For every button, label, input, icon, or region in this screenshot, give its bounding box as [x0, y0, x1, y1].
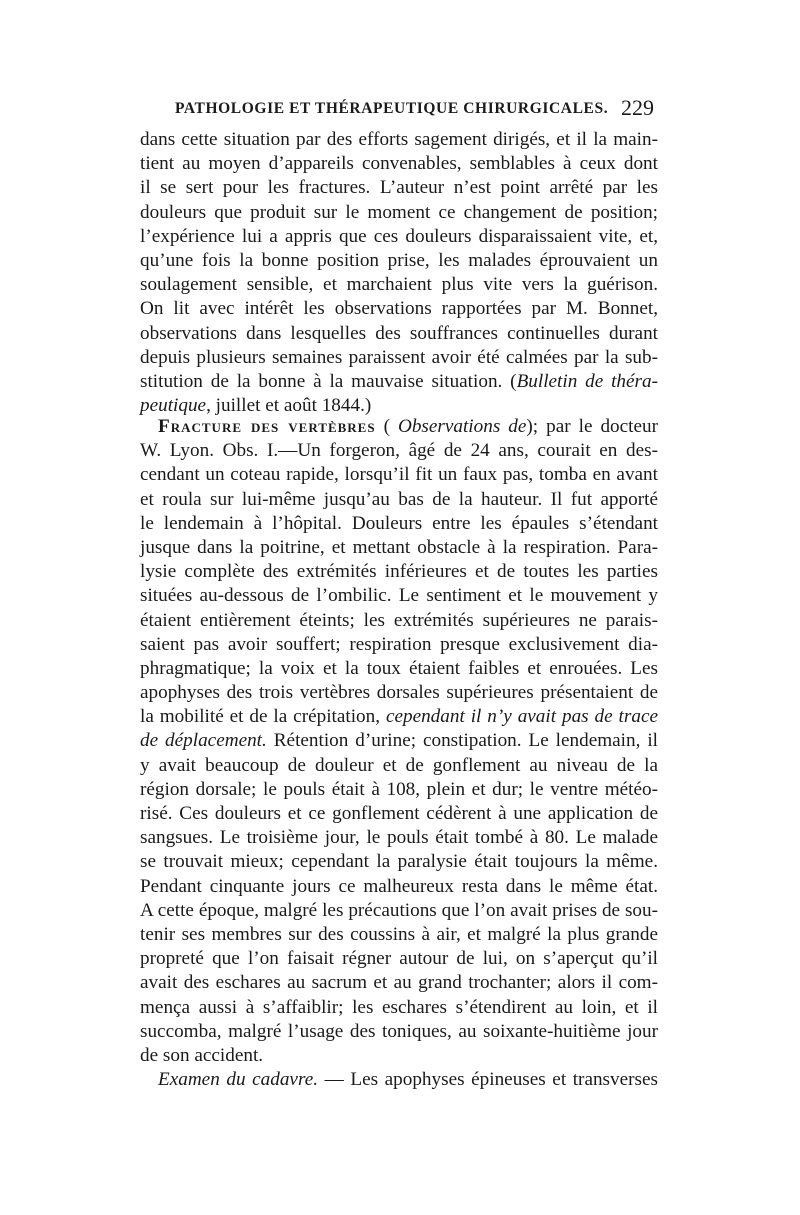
- paragraph-continuation: [140, 128, 658, 418]
- page-number: 229: [621, 95, 654, 120]
- text-line: risé. Ces douleurs et ce gonflement cédèrent à une application de: [140, 803, 658, 824]
- text-line: étaient entièrement éteints; les extrémités supérieures ne parais-: [140, 609, 658, 631]
- text-line: tenir ses membres sur des coussins à air, et malgré la plus grande: [140, 923, 658, 945]
- line-text: la mobilité et de la crépitation,: [140, 706, 386, 728]
- text-line: douleurs que produit sur le moment ce changement de position;: [140, 201, 658, 223]
- text-line: phragmatique; la voix et la toux étaient faibles et enrouées. Les: [140, 657, 658, 679]
- text-line: Pendant cinquante jours ce malheureux resta dans le même état.: [140, 875, 658, 897]
- text-line: région dorsale; le pouls était à 108, plein et dur; le ventre météo-: [140, 778, 658, 800]
- text-line: W. Lyon. Obs. I.—Un forgeron, âgé de 24 ans, courait en des-: [140, 440, 658, 462]
- article-heading: Fracture des vertèbres: [158, 416, 376, 437]
- text-line: le lendemain à l’hôpital. Douleurs entre les épaules s’étendant: [140, 512, 658, 534]
- text-line: sangsues. Le troisième jour, le pouls était tombé à 80. Le malade: [140, 827, 658, 849]
- line-text: stitution de la bonne à la mauvaise situation. (: [140, 370, 517, 392]
- citation-title: Bulletin de théra-: [516, 370, 658, 392]
- italic-phrase: de déplacement.: [140, 730, 267, 752]
- text-line: se trouvait mieux; cependant la paralysie était toujours la même.: [140, 851, 658, 873]
- text-line: depuis plusieurs semaines paraissent avoir été calmées par la sub-: [140, 346, 658, 368]
- text-line: tient au moyen d’appareils convenables, semblables à ceux dont: [140, 153, 658, 175]
- running-header: [140, 97, 660, 125]
- text-line: et roula sur lui-même jusqu’au bas de la hauteur. Il fut apporté: [140, 488, 658, 510]
- text-line: propreté que l’on faisait régner autour de lui, on s’aperçut qu’il: [140, 948, 658, 970]
- text-line: situées au-dessous de l’ombilic. Le sentiment et le mouvement y: [140, 585, 658, 607]
- text-line: l’expérience lui a appris que ces douleurs disparaissaient vite, et,: [140, 225, 658, 247]
- citation-date: , juillet et août 1844.): [206, 395, 372, 417]
- text-line: avait des eschares au sacrum et au grand trochanter; alors il com-: [140, 972, 658, 994]
- text-line: lysie complète des extrémités inférieures et de toutes les parties: [140, 561, 658, 583]
- line-text: Rétention d’urine; constipation. Le lendemain, il: [266, 730, 658, 752]
- italic-phrase: cependant il n’y avait pas de trace: [385, 706, 658, 728]
- line-text: — Les apophyses épineuses et transverses: [318, 1069, 658, 1091]
- text-line: [140, 370, 658, 394]
- section-lead: Examen du cadavre.: [158, 1069, 319, 1091]
- text-line: jusque dans la poitrine, et mettant obstacle à la respiration. Para-: [140, 536, 658, 558]
- heading-paren: (: [375, 416, 398, 437]
- text-line: [140, 705, 658, 729]
- text-line: il se sert pour les fractures. L’auteur n’est point arrêté par les: [140, 177, 658, 199]
- running-title: PATHOLOGIE ET THÉRAPEUTIQUE CHIRURGICALES.: [175, 100, 609, 117]
- text-line: On lit avec intérêt les observations rapportées par M. Bonnet,: [140, 298, 658, 320]
- text-line: y avait beaucoup de douleur et de gonflement au niveau de la: [140, 754, 658, 776]
- heading-italic: Observations de: [397, 416, 527, 437]
- text-line: soulagement sensible, et marchaient plus vite vers la guérison.: [140, 274, 658, 296]
- text-line: saient pas avoir souffert; respiration presque exclusivement dia-: [140, 633, 658, 655]
- text-line: cendant un coteau rapide, lorsqu’il fit un faux pas, tomba en avant: [140, 464, 658, 486]
- citation-title: peutique: [140, 395, 207, 417]
- text-line: [140, 729, 658, 753]
- heading-rest: ); par le docteur: [526, 416, 658, 437]
- text-line: dans cette situation par des efforts sagement dirigés, et il la main-: [140, 129, 658, 150]
- text-line: apophyses des trois vertèbres dorsales supérieures présentaient de: [140, 682, 658, 704]
- text-line: de son accident.: [140, 1044, 264, 1066]
- text-line: observations dans lesquelles des souffrances continuelles durant: [140, 322, 658, 344]
- text-line: [140, 1068, 658, 1092]
- article-heading-line: [140, 415, 658, 439]
- text-line: succomba, malgré l’usage des toniques, au soixante-huitième jour: [140, 1020, 658, 1042]
- text-line: mença aussi à s’affaiblir; les eschares s’étendirent au loin, et il: [140, 996, 658, 1018]
- text-line: qu’une fois la bonne position prise, les malades éprouvaient un: [140, 249, 658, 271]
- text-line: A cette époque, malgré les précautions que l’on avait prises de sou-: [140, 899, 658, 921]
- article-fracture-vertebres: [140, 415, 658, 1092]
